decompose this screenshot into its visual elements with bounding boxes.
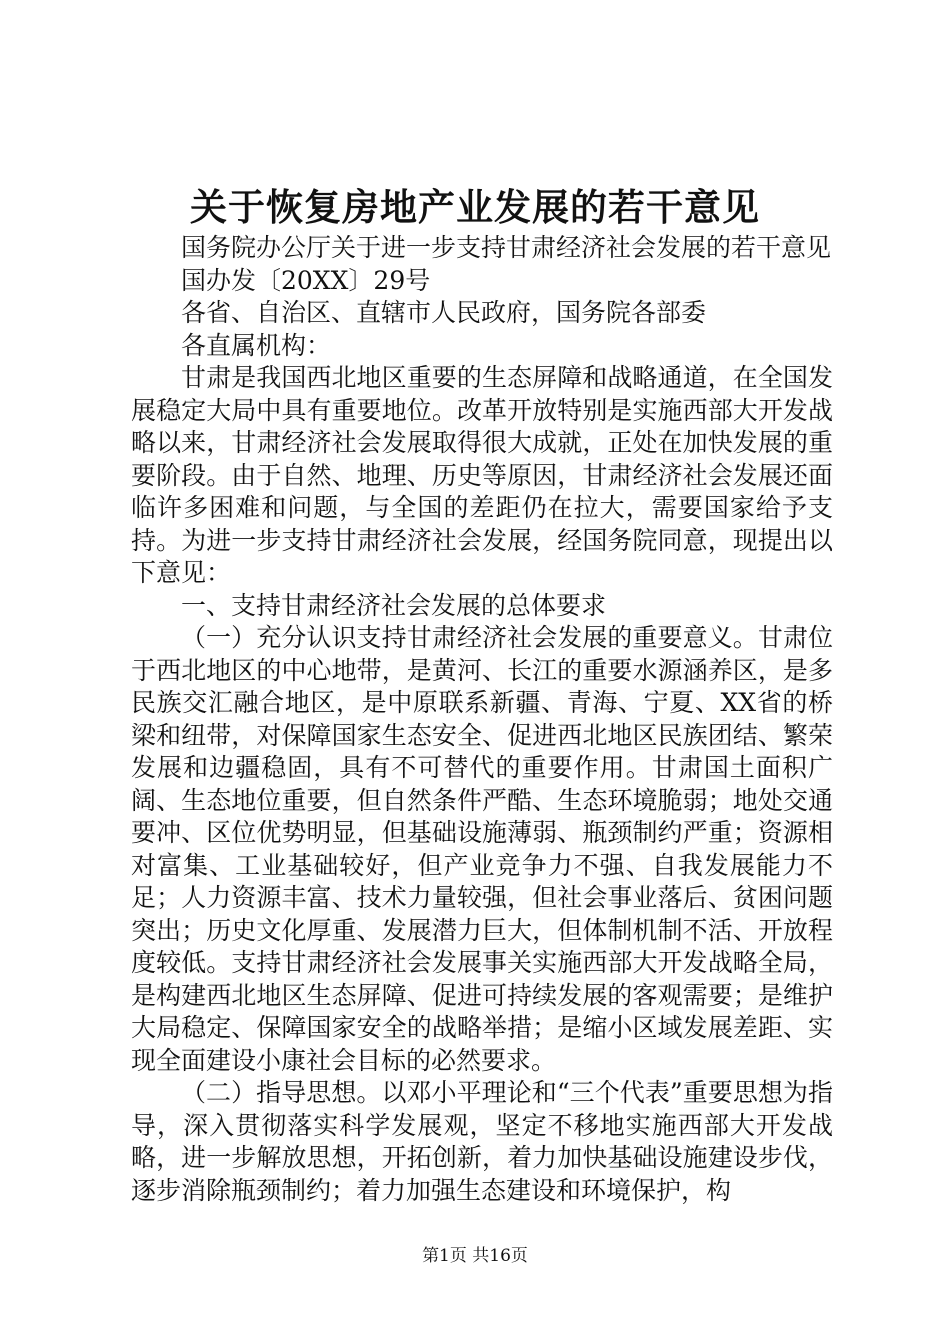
- paragraph-significance: （一）充分认识支持甘肃经济社会发展的重要意义。甘肃位于西北地区的中心地带，是黄河、长江的重要水源涵养区，是多民族交汇融合地区，是中原联系新疆、青海、宁夏、XX省的桥梁和纽带，对保障国家生态安全、促进西北地区民族团结、繁荣发展和边疆稳固，具有不可替代的重要作用。甘肃国土面积广阔、生态地位重要，但自然条件严酷、生态环境脆弱；地处交通要冲、区位优势明显，但基础设施薄弱、瓶颈制约严重；资源相对富集、工业基础较好，但产业竞争力不强、自我发展能力不足；人力资源丰富、技术力量较强，但社会事业落后、贫困问题突出；历史文化厚重、发展潜力巨大，但体制机制不活、开放程度较低。支持甘肃经济社会发展事关实施西部大开发战略全局，是构建西北地区生态屏障、促进可持续发展的客观需要；是维护大局稳定、保障国家安全的战略举措；是缩小区域发展差距、实现全面建设小康社会目标的必然要求。: [131, 623, 833, 1075]
- paragraph-recipients: 各省、自治区、直辖市人民政府，国务院各部委: [181, 298, 707, 327]
- paragraph-guiding-thought: （二）指导思想。以邓小平理论和“三个代表”重要思想为指导，深入贯彻落实科学发展观，坚定不移地实施西部大开发战略，进一步解放思想，开拓创新，着力加快基础设施建设步伐，逐步消除瓶颈制约；着力加强生态建设和环境保护，构: [131, 1078, 833, 1205]
- paragraph-recipients-cont: 各直属机构：: [181, 330, 332, 360]
- section-heading-1: 一、支持甘肃经济社会发展的总体要求: [181, 590, 607, 620]
- page-footer: 第1页 共16页: [422, 1246, 528, 1266]
- document-title: 关于恢复房地产业发展的若干意见: [190, 185, 760, 229]
- paragraph-doc-number: 国办发〔20XX〕29号: [181, 265, 431, 295]
- paragraph-intro: 甘肃是我国西北地区重要的生态屏障和战略通道，在全国发展稳定大局中具有重要地位。改革开放特别是实施西部大开发战略以来，甘肃经济社会发展取得很大成就，正处在加快发展的重要阶段。由于自然、地理、历史等原因，甘肃经济社会发展还面临许多困难和问题，与全国的差距仍在拉大，需要国家给予支持。为进一步支持甘肃经济社会发展，经国务院同意，现提出以下意见：: [131, 363, 833, 587]
- document-body: [131, 232, 833, 1207]
- paragraph-subtitle: 国务院办公厅关于进一步支持甘肃经济社会发展的若干意见: [181, 233, 832, 262]
